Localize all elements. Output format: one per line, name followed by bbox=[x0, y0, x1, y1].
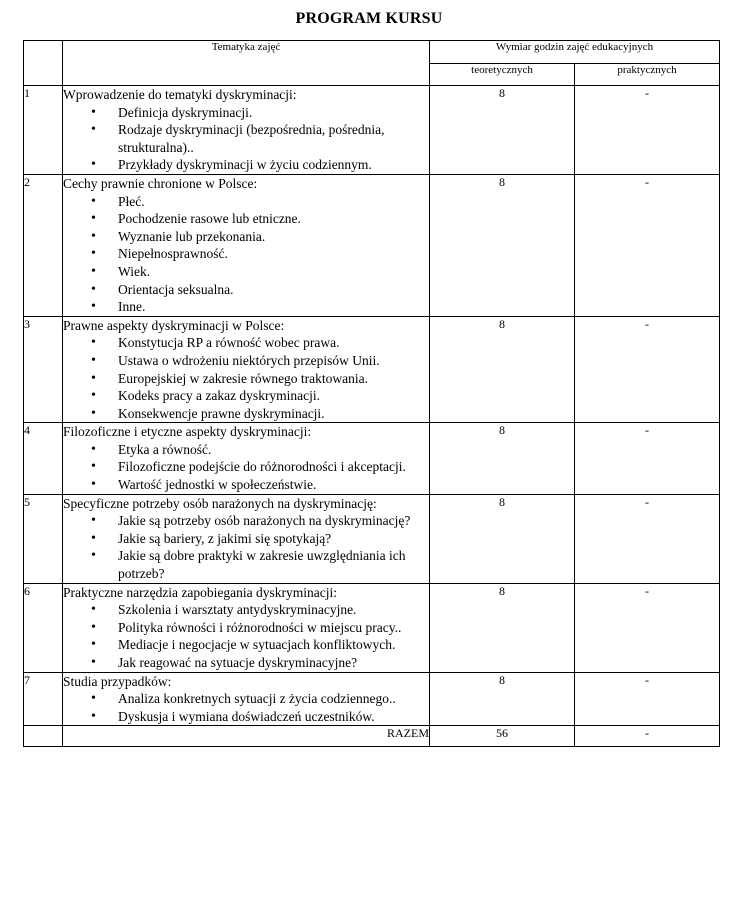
list-item: • Niepełnosprawność. bbox=[118, 245, 429, 263]
list-item: • Mediacje i negocjacje w sytuacjach konfliktowych. bbox=[118, 636, 429, 654]
row-practice-hours: - bbox=[575, 86, 720, 175]
topic-heading: Specyficzne potrzeby osób narażonych na dyskryminację: bbox=[63, 495, 377, 511]
row-number: 6 bbox=[24, 583, 63, 672]
list-item: • Wartość jednostki w społeczeństwie. bbox=[118, 476, 429, 494]
row-number: 1 bbox=[24, 86, 63, 175]
row-topic bbox=[63, 672, 430, 726]
row-theory-hours: 8 bbox=[430, 174, 575, 316]
list-item: • Konsekwencje prawne dyskryminacji. bbox=[118, 405, 429, 423]
row-practice-hours: - bbox=[575, 583, 720, 672]
row-theory-hours: 8 bbox=[430, 86, 575, 175]
list-item: • Orientacja seksualna. bbox=[118, 281, 429, 299]
total-theory: 56 bbox=[430, 726, 575, 747]
list-item: • Konstytucja RP a równość wobec prawa. bbox=[118, 334, 429, 352]
row-theory-hours: 8 bbox=[430, 583, 575, 672]
row-theory-hours: 8 bbox=[430, 316, 575, 423]
list-item: • Inne. bbox=[118, 298, 429, 316]
list-item: • Pochodzenie rasowe lub etniczne. bbox=[118, 210, 429, 228]
row-theory-hours: 8 bbox=[430, 672, 575, 726]
list-item: • Rodzaje dyskryminacji (bezpośrednia, pośrednia, strukturalna).. bbox=[118, 121, 429, 156]
topic-list bbox=[63, 601, 429, 671]
row-number: 5 bbox=[24, 494, 63, 583]
row-topic bbox=[63, 86, 430, 175]
topic-heading: Wprowadzenie do tematyki dyskryminacji: bbox=[63, 87, 297, 102]
header-number-cell bbox=[24, 41, 63, 86]
header-theory: teoretycznych bbox=[430, 63, 575, 86]
row-topic bbox=[63, 423, 430, 494]
list-item: • Wiek. bbox=[118, 263, 429, 281]
list-item: • Jak reagować na sytuacje dyskryminacyjne? bbox=[118, 654, 429, 672]
total-practice: - bbox=[575, 726, 720, 747]
topic-list bbox=[63, 334, 429, 422]
list-item: • Przykłady dyskryminacji w życiu codziennym. bbox=[118, 156, 429, 174]
total-label: RAZEM bbox=[63, 726, 430, 747]
row-practice-hours: - bbox=[575, 423, 720, 494]
topic-heading: Cechy prawnie chronione w Polsce: bbox=[63, 175, 258, 191]
row-practice-hours: - bbox=[575, 494, 720, 583]
list-item: • Płeć. bbox=[118, 193, 429, 211]
row-practice-hours: - bbox=[575, 672, 720, 726]
list-item: • Dyskusja i wymiana doświadczeń uczestników. bbox=[118, 708, 429, 726]
topic-heading: Prawne aspekty dyskryminacji w Polsce: bbox=[63, 317, 285, 333]
table-row bbox=[24, 86, 720, 175]
row-number: 7 bbox=[24, 672, 63, 726]
row-practice-hours: - bbox=[575, 316, 720, 423]
table-row bbox=[24, 316, 720, 423]
row-theory-hours: 8 bbox=[430, 494, 575, 583]
total-row bbox=[24, 726, 720, 747]
table-row bbox=[24, 494, 720, 583]
program-rows bbox=[24, 86, 720, 726]
list-item: • Kodeks pracy a zakaz dyskryminacji. bbox=[118, 387, 429, 405]
list-item: • Jakie są bariery, z jakimi się spotykają? bbox=[118, 530, 429, 548]
row-topic bbox=[63, 174, 430, 316]
list-item: • Polityka równości i różnorodności w miejscu pracy.. bbox=[118, 619, 429, 637]
row-topic bbox=[63, 583, 430, 672]
header-hours-group: Wymiar godzin zajęć edukacyjnych bbox=[430, 41, 720, 64]
topic-list bbox=[63, 441, 429, 494]
list-item: • Ustawa o wdrożeniu niektórych przepisów Unii. bbox=[118, 352, 429, 370]
topic-heading: Praktyczne narzędzia zapobiegania dyskryminacji: bbox=[63, 584, 338, 600]
row-practice-hours: - bbox=[575, 174, 720, 316]
list-item: • Jakie są potrzeby osób narażonych na dyskryminację? bbox=[118, 512, 429, 530]
table-row bbox=[24, 174, 720, 316]
topic-heading: Filozoficzne i etyczne aspekty dyskryminacji: bbox=[63, 424, 312, 440]
row-topic bbox=[63, 494, 430, 583]
row-number: 3 bbox=[24, 316, 63, 423]
topic-list bbox=[63, 690, 429, 725]
document-title: PROGRAM KURSU bbox=[295, 10, 443, 27]
list-item: • Jakie są dobre praktyki w zakresie uwzględniania ich potrzeb? bbox=[118, 547, 429, 582]
program-table bbox=[23, 40, 720, 747]
header-practice: praktycznych bbox=[575, 63, 720, 86]
table-row bbox=[24, 423, 720, 494]
list-item: • Szkolenia i warsztaty antydyskryminacyjne. bbox=[118, 601, 429, 619]
table-row bbox=[24, 672, 720, 726]
table-row bbox=[24, 583, 720, 672]
header-topic: Tematyka zajęć bbox=[63, 41, 430, 86]
row-topic bbox=[63, 316, 430, 423]
row-number: 4 bbox=[24, 423, 63, 494]
list-item: • Europejskiej w zakresie równego traktowania. bbox=[118, 370, 429, 388]
list-item: • Definicja dyskryminacji. bbox=[118, 104, 429, 122]
topic-list bbox=[63, 512, 429, 582]
list-item: • Wyznanie lub przekonania. bbox=[118, 228, 429, 246]
list-item: • Analiza konkretnych sytuacji z życia codziennego.. bbox=[118, 690, 429, 708]
total-number-cell bbox=[24, 726, 63, 747]
row-theory-hours: 8 bbox=[430, 423, 575, 494]
topic-list bbox=[63, 193, 429, 316]
row-number: 2 bbox=[24, 174, 63, 316]
list-item: • Etyka a równość. bbox=[118, 441, 429, 459]
topic-heading: Studia przypadków: bbox=[63, 673, 172, 689]
topic-list bbox=[63, 104, 429, 174]
list-item: • Filozoficzne podejście do różnorodności i akceptacji. bbox=[118, 458, 429, 476]
